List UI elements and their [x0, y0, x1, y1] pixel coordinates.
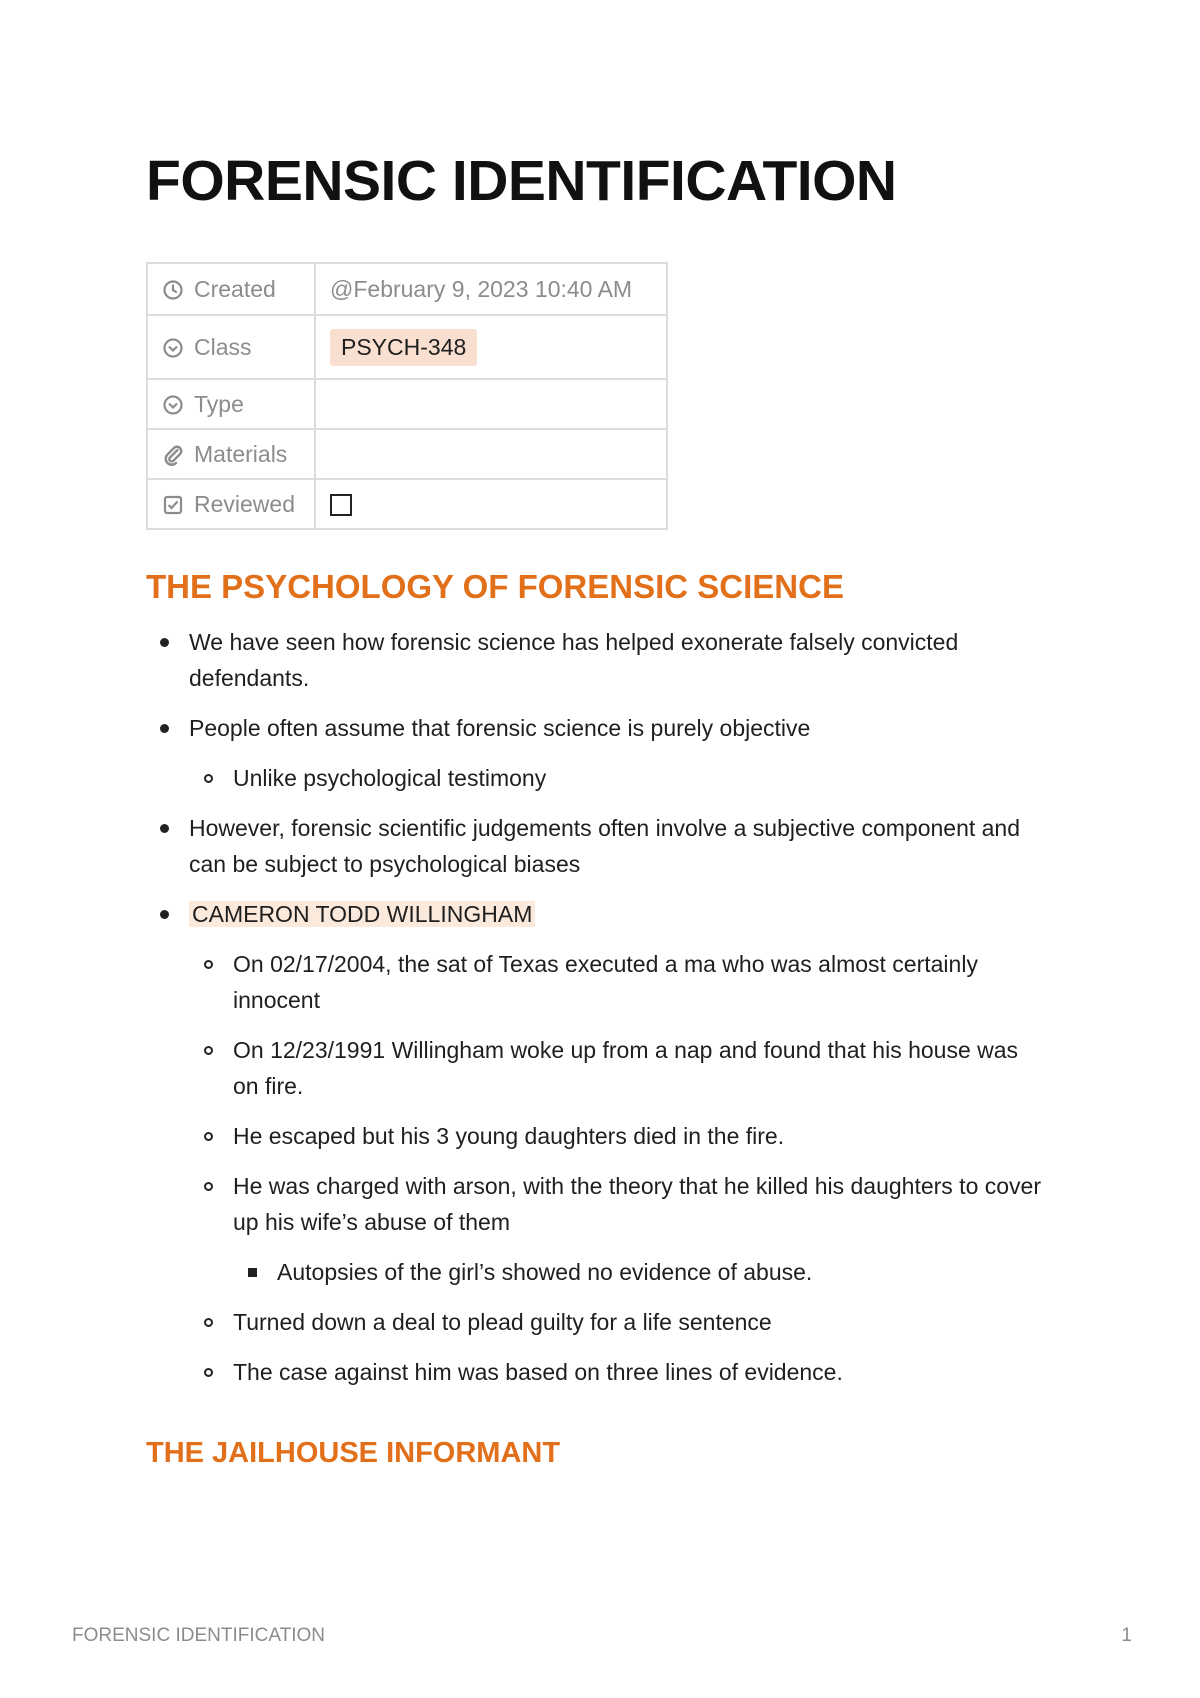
property-label: Class — [194, 333, 252, 360]
bullet-icon — [160, 824, 169, 833]
list-item: The case against him was based on three lines of evidence. — [146, 1354, 1046, 1390]
property-label: Reviewed — [194, 490, 295, 517]
property-row-materials — [147, 429, 667, 479]
clock-icon — [162, 279, 184, 301]
class-value-cell[interactable] — [315, 315, 667, 379]
square-bullet-icon — [248, 1268, 257, 1277]
hollow-bullet-icon — [204, 1368, 213, 1377]
section-heading: THE PSYCHOLOGY OF FORENSIC SCIENCE — [146, 568, 844, 605]
list-item: On 12/23/1991 Willingham woke up from a nap and found that his house was on fire. — [146, 1032, 1046, 1104]
hollow-bullet-icon — [204, 1318, 213, 1327]
paperclip-icon — [162, 444, 184, 466]
list-item — [146, 896, 1046, 932]
page-number: 1 — [1121, 1625, 1132, 1646]
hollow-bullet-icon — [204, 774, 213, 783]
highlighted-text: CAMERON TODD WILLINGHAM — [189, 901, 535, 927]
hollow-bullet-icon — [204, 1132, 213, 1141]
hollow-bullet-icon — [204, 1182, 213, 1191]
property-row-created — [147, 263, 667, 315]
property-label: Created — [194, 275, 276, 302]
property-label: Materials — [194, 440, 288, 467]
list-item: Turned down a deal to plead guilty for a life sentence — [146, 1304, 1046, 1340]
select-icon — [162, 394, 184, 416]
list-item: He escaped but his 3 young daughters died in the fire. — [146, 1118, 1046, 1154]
property-row-class — [147, 315, 667, 379]
select-icon — [162, 337, 184, 359]
reviewed-checkbox[interactable] — [330, 494, 352, 516]
materials-value[interactable] — [315, 429, 667, 479]
list-item: People often assume that forensic science is purely objective — [146, 710, 1046, 746]
list-item: We have seen how forensic science has helped exonerate falsely convicted defendants. — [146, 624, 1046, 696]
list-item: Autopsies of the girl’s showed no evidence of abuse. — [146, 1254, 1046, 1290]
reviewed-value-cell — [315, 479, 667, 529]
created-value: @February 9, 2023 10:40 AM — [315, 263, 667, 315]
notes-list — [146, 624, 1046, 1404]
list-item: However, forensic scientific judgements often involve a subjective component and can be subject to psychological biases — [146, 810, 1046, 882]
property-row-type — [147, 379, 667, 429]
property-row-reviewed — [147, 479, 667, 529]
bullet-icon — [160, 910, 169, 919]
properties-table — [146, 262, 668, 530]
property-key-class — [147, 315, 315, 379]
property-key-materials — [147, 429, 315, 479]
property-key-type — [147, 379, 315, 429]
bullet-icon — [160, 724, 169, 733]
list-item: He was charged with arson, with the theory that he killed his daughters to cover up his wife’s abuse of them — [146, 1168, 1046, 1240]
hollow-bullet-icon — [204, 1046, 213, 1055]
page-title: FORENSIC IDENTIFICATION — [146, 149, 897, 213]
hollow-bullet-icon — [204, 960, 213, 969]
section-heading: THE JAILHOUSE INFORMANT — [146, 1437, 561, 1469]
class-tag[interactable]: PSYCH-348 — [330, 329, 477, 366]
bullet-icon — [160, 638, 169, 647]
checkbox-icon — [162, 494, 184, 516]
list-item: On 02/17/2004, the sat of Texas executed a ma who was almost certainly innocent — [146, 946, 1046, 1018]
footer-title: FORENSIC IDENTIFICATION — [72, 1625, 325, 1646]
property-label: Type — [194, 390, 244, 417]
property-key-reviewed — [147, 479, 315, 529]
property-key-created — [147, 263, 315, 315]
type-value[interactable] — [315, 379, 667, 429]
list-item: Unlike psychological testimony — [146, 760, 1046, 796]
